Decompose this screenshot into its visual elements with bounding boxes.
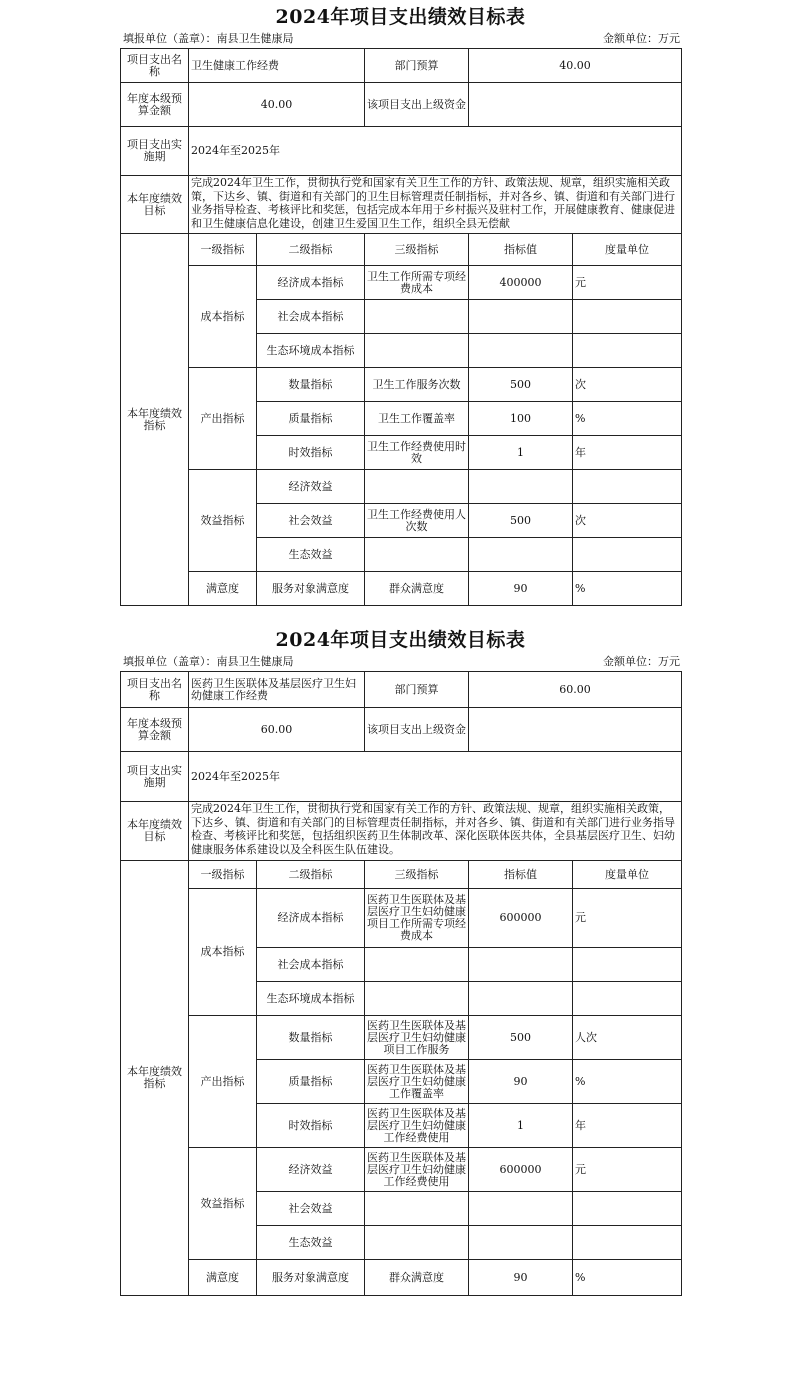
period-value: 2024年至2025年 <box>189 752 682 802</box>
performance-sheet-2 <box>120 627 681 1296</box>
quality-indicator: 质量指标 <box>257 1060 365 1104</box>
level3-indicator: 卫生工作经费使用人次数 <box>365 504 469 538</box>
superior-funds-label: 该项目支出上级资金 <box>365 708 469 752</box>
cost-indicator: 成本指标 <box>189 266 257 368</box>
indicator-label: 本年度绩效指标 <box>121 861 189 1296</box>
dept-budget-label: 部门预算 <box>365 672 469 708</box>
level3-indicator: 卫生工作经费使用时效 <box>365 436 469 470</box>
indicator-unit <box>573 334 682 368</box>
project-name-label: 项目支出名称 <box>121 672 189 708</box>
level3-indicator <box>365 1192 469 1226</box>
level3-indicator <box>365 982 469 1016</box>
eco-cost-indicator: 生态环境成本指标 <box>257 982 365 1016</box>
indicator-value <box>469 1192 573 1226</box>
goal-text: 完成2024年卫生工作，贯彻执行党和国家有关卫生工作的方针、政策法规、规章，组织实施相关政策，下达乡、镇、街道和有关部门的卫生目标管理责任制指标，并对各乡、镇、街道和有关部门进行业务指导检查、考核评比和奖惩，包括完成本年用于乡村振兴及驻村工作，开展健康教育、健康促进和卫生健康信息化建设，创建卫生爱国卫生工作，组织全县无偿献 <box>191 176 675 230</box>
indicator-unit: % <box>573 1260 682 1296</box>
goal-label: 本年度绩效目标 <box>121 802 189 861</box>
superior-funds-value <box>469 708 682 752</box>
indicator-unit: 次 <box>573 504 682 538</box>
header-unit: 度量单位 <box>573 234 682 266</box>
output-indicator: 产出指标 <box>189 368 257 470</box>
level3-indicator: 医药卫生医联体及基层医疗卫生妇幼健康工作经费使用 <box>365 1148 469 1192</box>
annual-amount-label: 年度本级预算金额 <box>121 83 189 127</box>
goal-cell <box>189 802 682 861</box>
level3-indicator: 医药卫生医联体及基层医疗卫生妇幼健康工作覆盖率 <box>365 1060 469 1104</box>
econ-benefit-indicator: 经济效益 <box>257 470 365 504</box>
superior-funds-value <box>469 83 682 127</box>
indicator-unit: 人次 <box>573 1016 682 1060</box>
timeliness-indicator: 时效指标 <box>257 1104 365 1148</box>
indicator-unit <box>573 538 682 572</box>
level3-indicator: 卫生工作所需专项经费成本 <box>365 266 469 300</box>
indicator-value: 500 <box>469 1016 573 1060</box>
level3-indicator: 卫生工作覆盖率 <box>365 402 469 436</box>
eco-benefit-indicator: 生态效益 <box>257 1226 365 1260</box>
indicator-value <box>469 300 573 334</box>
level3-indicator: 卫生工作服务次数 <box>365 368 469 402</box>
amount-unit: 金额单位：万元 <box>603 655 680 668</box>
public-satisfaction-indicator: 群众满意度 <box>365 1260 469 1296</box>
superior-funds-label: 该项目支出上级资金 <box>365 83 469 127</box>
service-satisfaction-indicator: 服务对象满意度 <box>257 1260 365 1296</box>
indicator-unit: 年 <box>573 1104 682 1148</box>
level3-indicator <box>365 470 469 504</box>
indicator-unit: % <box>573 402 682 436</box>
header-level3: 三级指标 <box>365 234 469 266</box>
social-benefit-indicator: 社会效益 <box>257 1192 365 1226</box>
indicator-value <box>469 538 573 572</box>
economic-cost-indicator: 经济成本指标 <box>257 889 365 948</box>
sheet-title: 2024年项目支出绩效目标表 <box>275 6 526 28</box>
dept-budget-value: 60.00 <box>469 672 682 708</box>
dept-budget-label: 部门预算 <box>365 49 469 83</box>
social-cost-indicator: 社会成本指标 <box>257 948 365 982</box>
level3-indicator <box>365 300 469 334</box>
level3-indicator <box>365 538 469 572</box>
period-label: 项目支出实施期 <box>121 752 189 802</box>
project-name-label: 项目支出名称 <box>121 49 189 83</box>
project-name-value: 医药卫生医联体及基层医疗卫生妇幼健康工作经费 <box>189 672 365 708</box>
benefit-indicator: 效益指标 <box>189 470 257 572</box>
indicator-value <box>469 982 573 1016</box>
header-level2: 二级指标 <box>257 861 365 889</box>
goal-cell <box>189 176 682 234</box>
level3-indicator: 医药卫生医联体及基层医疗卫生妇幼健康工作经费使用 <box>365 1104 469 1148</box>
header-unit: 度量单位 <box>573 861 682 889</box>
goal-label: 本年度绩效目标 <box>121 176 189 234</box>
indicator-value: 1 <box>469 436 573 470</box>
period-value: 2024年至2025年 <box>189 127 682 176</box>
indicator-value: 500 <box>469 368 573 402</box>
dept-budget-value: 40.00 <box>469 49 682 83</box>
indicator-unit: % <box>573 1060 682 1104</box>
indicator-unit: 元 <box>573 266 682 300</box>
indicator-value: 100 <box>469 402 573 436</box>
social-cost-indicator: 社会成本指标 <box>257 300 365 334</box>
sheet-meta <box>120 653 681 671</box>
econ-benefit-indicator: 经济效益 <box>257 1148 365 1192</box>
annual-amount-value: 40.00 <box>189 83 365 127</box>
eco-cost-indicator: 生态环境成本指标 <box>257 334 365 368</box>
output-indicator: 产出指标 <box>189 1016 257 1148</box>
indicator-value: 90 <box>469 1260 573 1296</box>
indicator-unit: 元 <box>573 889 682 948</box>
header-value: 指标值 <box>469 861 573 889</box>
indicator-unit <box>573 1226 682 1260</box>
indicator-value <box>469 1226 573 1260</box>
indicator-value: 400000 <box>469 266 573 300</box>
indicator-label: 本年度绩效指标 <box>121 234 189 606</box>
level3-indicator: 医药卫生医联体及基层医疗卫生妇幼健康项目工作服务 <box>365 1016 469 1060</box>
indicator-unit: 年 <box>573 436 682 470</box>
eco-benefit-indicator: 生态效益 <box>257 538 365 572</box>
level3-indicator <box>365 334 469 368</box>
quantity-indicator: 数量指标 <box>257 1016 365 1060</box>
level3-indicator: 医药卫生医联体及基层医疗卫生妇幼健康项目工作所需专项经费成本 <box>365 889 469 948</box>
indicator-value: 90 <box>469 1060 573 1104</box>
service-satisfaction-indicator: 服务对象满意度 <box>257 572 365 606</box>
sheet-meta <box>120 30 681 48</box>
header-level1: 一级指标 <box>189 234 257 266</box>
header-level3: 三级指标 <box>365 861 469 889</box>
indicator-unit <box>573 948 682 982</box>
indicator-value: 1 <box>469 1104 573 1148</box>
period-label: 项目支出实施期 <box>121 127 189 176</box>
indicator-unit <box>573 470 682 504</box>
performance-sheet-1 <box>120 4 681 606</box>
indicator-value: 500 <box>469 504 573 538</box>
benefit-indicator: 效益指标 <box>189 1148 257 1260</box>
indicator-unit <box>573 300 682 334</box>
sheet-title: 2024年项目支出绩效目标表 <box>275 629 526 651</box>
indicator-unit <box>573 982 682 1016</box>
filing-unit: 填报单位（盖章）：南县卫生健康局 <box>123 655 294 668</box>
annual-amount-value: 60.00 <box>189 708 365 752</box>
header-level2: 二级指标 <box>257 234 365 266</box>
timeliness-indicator: 时效指标 <box>257 436 365 470</box>
indicator-unit: 元 <box>573 1148 682 1192</box>
indicator-value: 90 <box>469 572 573 606</box>
indicator-value: 600000 <box>469 889 573 948</box>
filing-unit: 填报单位（盖章）：南县卫生健康局 <box>123 32 294 45</box>
indicator-value <box>469 334 573 368</box>
public-satisfaction-indicator: 群众满意度 <box>365 572 469 606</box>
level3-indicator <box>365 948 469 982</box>
amount-unit: 金额单位：万元 <box>603 32 680 45</box>
cost-indicator: 成本指标 <box>189 889 257 1016</box>
indicator-unit: % <box>573 572 682 606</box>
level3-indicator <box>365 1226 469 1260</box>
satisfaction-indicator: 满意度 <box>189 572 257 606</box>
header-value: 指标值 <box>469 234 573 266</box>
quantity-indicator: 数量指标 <box>257 368 365 402</box>
indicator-value <box>469 470 573 504</box>
social-benefit-indicator: 社会效益 <box>257 504 365 538</box>
performance-table <box>120 671 682 1296</box>
header-level1: 一级指标 <box>189 861 257 889</box>
indicator-value: 600000 <box>469 1148 573 1192</box>
indicator-value <box>469 948 573 982</box>
satisfaction-indicator: 满意度 <box>189 1260 257 1296</box>
indicator-unit <box>573 1192 682 1226</box>
goal-text: 完成2024年卫生工作，贯彻执行党和国家有关工作的方针、政策法规、规章，组织实施相关政策，下达乡、镇、街道和有关部门的目标管理责任制指标，并对各乡、镇、街道和有关部门进行业务指导检查、考核评比和奖惩，包括组织医药卫生体制改革、深化医联体医共体，全县基层医疗卫生、妇幼健康服务体系建设以及全科医生队伍建设。 <box>191 802 675 856</box>
indicator-unit: 次 <box>573 368 682 402</box>
economic-cost-indicator: 经济成本指标 <box>257 266 365 300</box>
performance-table <box>120 48 682 606</box>
project-name-value: 卫生健康工作经费 <box>189 49 365 83</box>
quality-indicator: 质量指标 <box>257 402 365 436</box>
annual-amount-label: 年度本级预算金额 <box>121 708 189 752</box>
